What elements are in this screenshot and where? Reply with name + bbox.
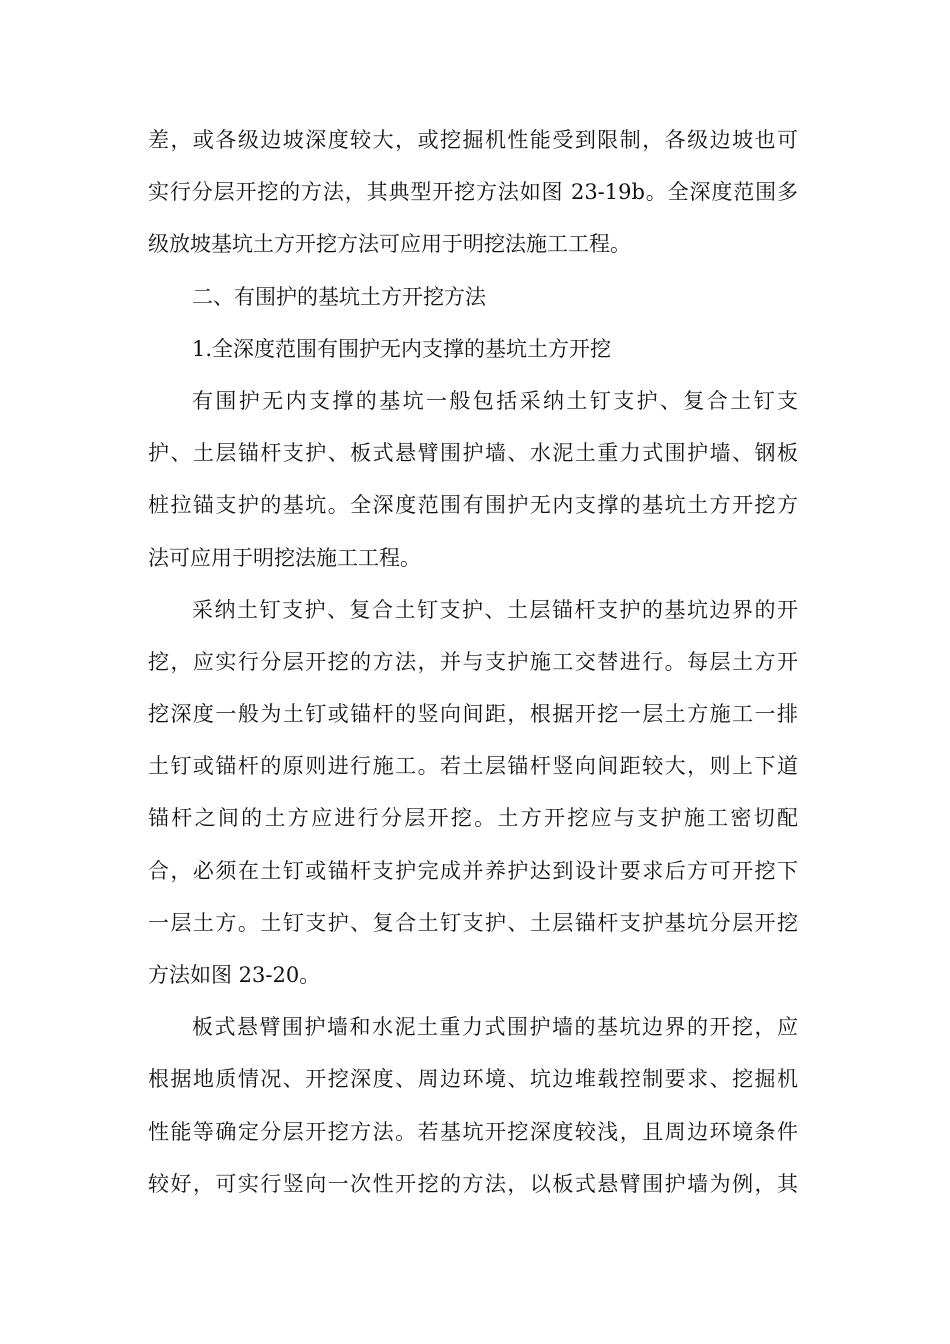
text-line: 较好，可实行竖向一次性开挖的方法，以板式悬臂围护墙为例，其: [148, 1171, 798, 1196]
text-line: 级放坡基坑土方开挖方法可应用于明挖法施工工程。: [148, 232, 631, 257]
text-line: 有围护无内支撑的基坑一般包括采纳土钉支护、复合土钉支: [192, 388, 798, 413]
paragraph: [148, 1001, 798, 1210]
text-line: 采纳土钉支护、复合土钉支护、土层锚杆支护的基坑边界的开: [192, 597, 798, 622]
text-line: 根据地质情况、开挖深度、周边环境、坑边堆载控制要求、挖掘机: [148, 1067, 798, 1092]
text-line: 挖深度一般为土钉或锚杆的竖向间距，根据开挖一层土方施工一排: [148, 702, 798, 727]
text-line: 合，必须在土钉或锚杆支护完成并养护达到设计要求后方可开挖下: [148, 858, 798, 883]
text-line: 板式悬臂围护墙和水泥土重力式围护墙的基坑边界的开挖，应: [192, 1015, 798, 1040]
subsection-heading: [148, 323, 798, 375]
text-line: 土钉或锚杆的原则进行施工。若土层锚杆竖向间距较大，则上下道: [148, 754, 798, 779]
text-line: 护、土层锚杆支护、板式悬臂围护墙、水泥土重力式围护墙、钢板: [148, 441, 798, 466]
section-heading: [148, 271, 798, 323]
subsection-heading-text: 1.全深度范围有围护无内支撑的基坑土方开挖: [192, 336, 612, 361]
text-line: 法可应用于明挖法施工工程。: [148, 545, 421, 570]
text-line: 差，或各级边坡深度较大，或挖掘机性能受到限制，各级边坡也可: [148, 128, 798, 152]
text-line: 方法如图 23-20。: [148, 963, 321, 987]
text-line: 性能等确定分层开挖方法。若基坑开挖深度较浅，且周边环境条件: [148, 1119, 798, 1144]
text-line: 一层土方。土钉支护、复合土钉支护、土层锚杆支护基坑分层开挖: [148, 910, 798, 935]
paragraph: [148, 584, 798, 1002]
document-body: [148, 114, 798, 1210]
paragraph: [148, 375, 798, 584]
text-line: 实行分层开挖的方法，其典型开挖方法如图 23-19b。全深度范围多: [148, 180, 798, 205]
text-line: 锚杆之间的土方应进行分层开挖。土方开挖应与支护施工密切配: [148, 806, 798, 831]
paragraph: [148, 114, 798, 271]
text-line: 挖，应实行分层开挖的方法，并与支护施工交替进行。每层土方开: [148, 649, 798, 674]
text-line: 桩拉锚支护的基坑。全深度范围有围护无内支撑的基坑土方开挖方: [148, 493, 798, 518]
section-heading-text: 二、有围护的基坑土方开挖方法: [192, 284, 486, 309]
